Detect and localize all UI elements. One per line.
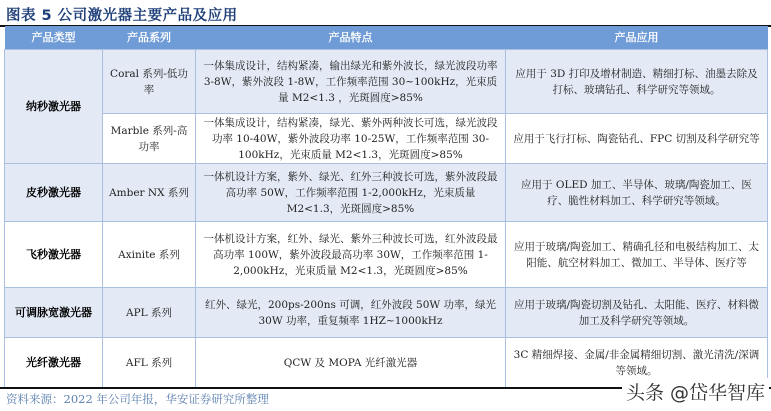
- header-applications: 产品应用: [506, 26, 768, 50]
- product-series: Coral 系列-低功率: [103, 50, 196, 114]
- product-applications: 应用于 3D 打印及增材制造、精细打标、油墨去除及打标、玻璃钻孔、科学研究等领域。: [506, 50, 768, 114]
- header-features: 产品特点: [196, 26, 506, 50]
- product-applications: 应用于玻璃/陶瓷加工、精确孔径和电极结构加工、太阳能、航空材料加工、微加工、半导体、医疗等: [506, 222, 768, 288]
- product-series: Marble 系列-高功率: [103, 114, 196, 164]
- watermark: 头条 @岱华智库: [622, 378, 769, 405]
- product-series: Axinite 系列: [103, 222, 196, 288]
- product-applications: 3C 精细焊接、金属/非金属精细切割、激光清洗/深调等领域。: [506, 338, 768, 388]
- product-type: 纳秒激光器: [5, 50, 103, 164]
- product-type: 飞秒激光器: [5, 222, 103, 288]
- product-features: 一体集成设计，结构紧凑，输出绿光和紫外波长，绿光波段功率 3-8W，紫外波段 1-8W，工作频率范围 30~100kHz，光束质量 M2<1.3 ，光斑圆度>85%: [196, 50, 506, 114]
- product-features: 一体机设计方案，红外、绿光、紫外三种波长可选，红外波段最高功率 100W，紫外波段最高功率 30W，工作频率范围 1-2,000kHz，光束质量 M2<1.3，光斑圆度>85%: [196, 222, 506, 288]
- table-title: 图表 5 公司激光器主要产品及应用: [6, 8, 238, 24]
- table-row: [5, 164, 768, 222]
- product-type: 可调脉宽激光器: [5, 288, 103, 338]
- product-features: 一体机设计方案，紫外、绿光、红外三种波长可选，紫外波段最高功率 50W，工作频率范围 1-2,000kHz，光束质量 M2<1.3，光斑圆度>85%: [196, 164, 506, 222]
- product-features: 一体集成设计，结构紧凑，绿光、紫外两种波长可选，绿光波段功率 10-40W，紫外波段功率 10-25W，工作频率范围 30-100kHz，光束质量 M2<1.3，光斑圆度>85%: [196, 114, 506, 164]
- table-row: [5, 50, 768, 114]
- product-features: QCW 及 MOPA 光纤激光器: [196, 338, 506, 388]
- header-series: 产品系列: [103, 26, 196, 50]
- product-applications: 应用于飞行打标、陶瓷钻孔、FPC 切割及科学研究等: [506, 114, 768, 164]
- header-row: [5, 26, 768, 50]
- table-row: [5, 114, 768, 164]
- product-series: AFL 系列: [103, 338, 196, 388]
- product-applications: 应用于 OLED 加工、半导体、玻璃/陶瓷加工、医疗、脆性材料加工、科学研究等领域。: [506, 164, 768, 222]
- product-type: 皮秒激光器: [5, 164, 103, 222]
- product-applications: 应用于玻璃/陶瓷切割及钻孔、太阳能、医疗、材料微加工及科学研究等领域。: [506, 288, 768, 338]
- table-row: [5, 288, 768, 338]
- source-note: 资料来源：2022 年公司年报，华安证券研究所整理: [6, 392, 269, 406]
- product-type: 光纤激光器: [5, 338, 103, 388]
- product-series: Amber NX 系列: [103, 164, 196, 222]
- product-features: 红外、绿光，200ps-200ns 可调，红外波段 50W 功率，绿光 30W 功率，重复频率 1HZ~1000kHz: [196, 288, 506, 338]
- header-type: 产品类型: [5, 26, 103, 50]
- table-row: [5, 222, 768, 288]
- products-table: [4, 26, 768, 388]
- product-series: APL 系列: [103, 288, 196, 338]
